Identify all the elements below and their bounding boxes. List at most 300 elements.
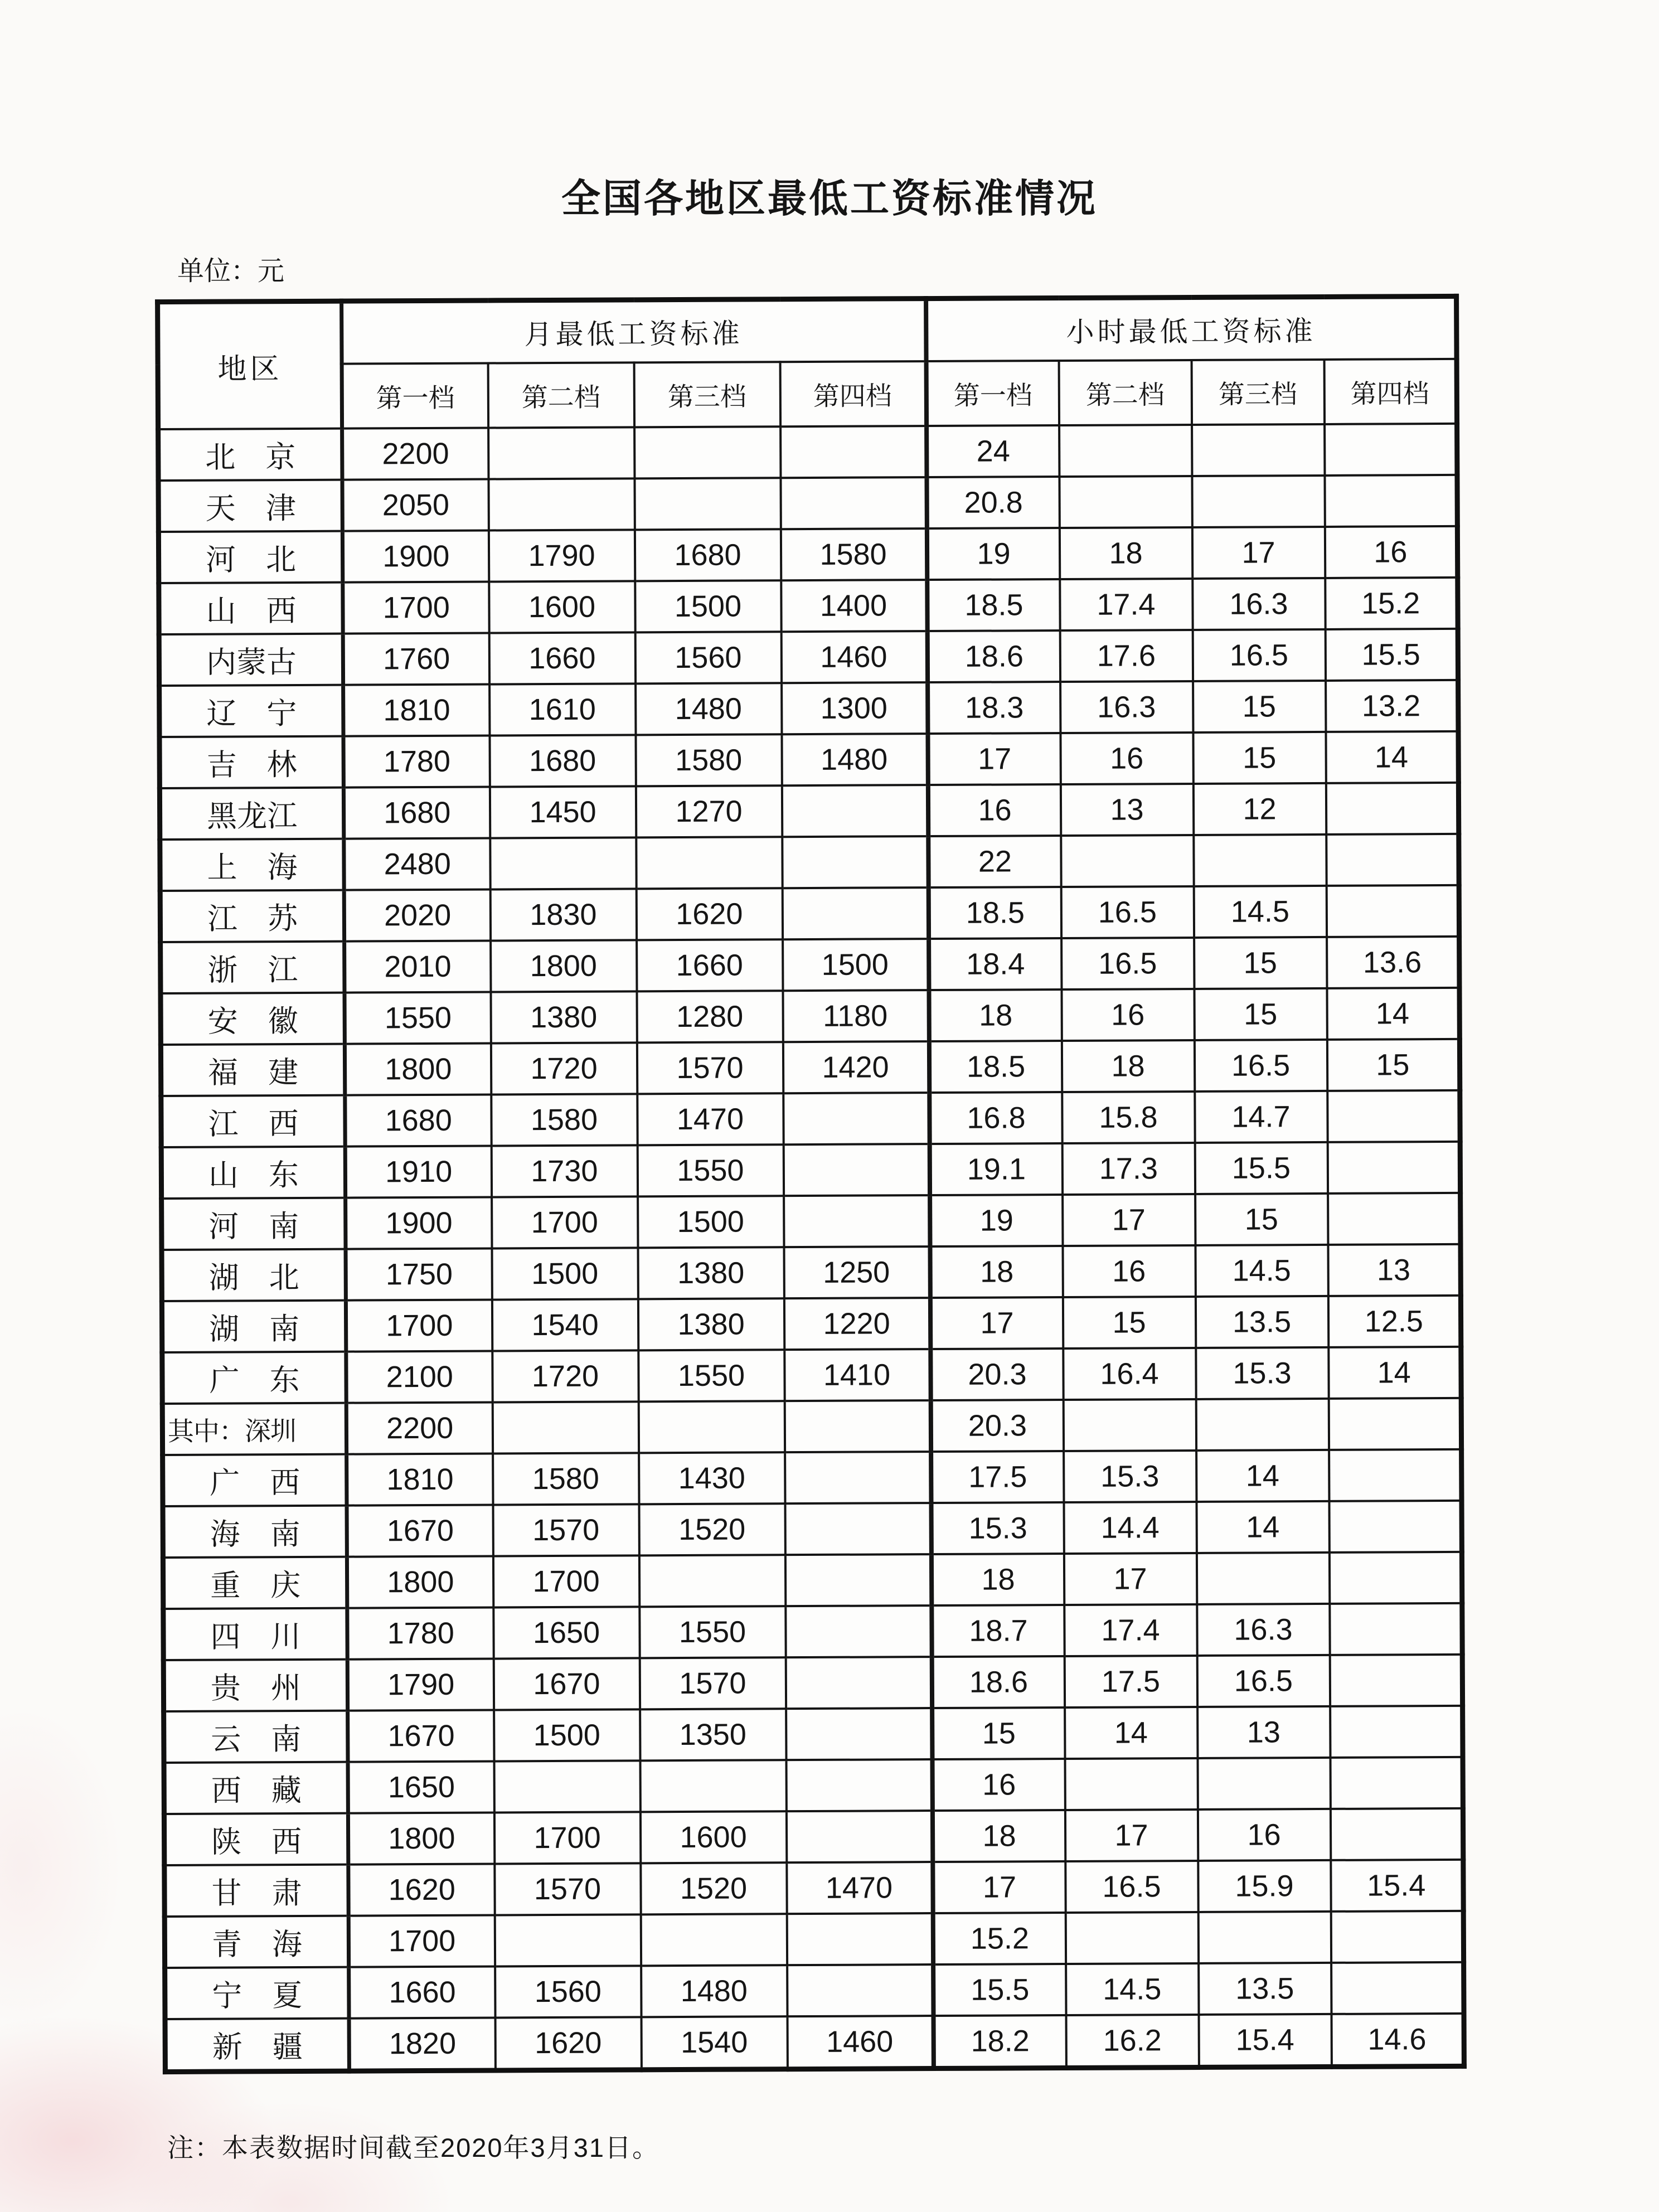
hourly-tier3-cell xyxy=(1192,476,1325,527)
table-row xyxy=(160,834,1459,891)
region-name: 广 西 xyxy=(210,1466,300,1500)
hourly-tier3-cell: 14.7 xyxy=(1195,1091,1327,1143)
region-cell xyxy=(161,1095,345,1147)
region-name: 江 苏 xyxy=(207,901,298,936)
monthly-tier2-cell: 1670 xyxy=(493,1658,639,1710)
monthly-tier1-cell: 1760 xyxy=(343,633,489,685)
hourly-tier2-cell: 16 xyxy=(1060,733,1193,784)
region-name: 山 西 xyxy=(206,594,297,628)
region-cell xyxy=(159,583,343,634)
header-tier-hourly-1: 第一档 xyxy=(926,361,1059,426)
hourly-tier1-cell: 18.6 xyxy=(927,630,1060,682)
monthly-tier2-cell: 1380 xyxy=(491,991,637,1043)
hourly-tier4-cell xyxy=(1326,834,1459,886)
monthly-tier4-cell: 1500 xyxy=(783,939,929,991)
monthly-tier2-cell: 1500 xyxy=(494,1709,640,1761)
monthly-tier1-cell: 1650 xyxy=(348,1761,494,1813)
hourly-tier3-cell: 16.3 xyxy=(1192,578,1325,630)
region-cell xyxy=(163,1454,347,1506)
hourly-tier3-cell: 15 xyxy=(1193,681,1326,733)
hourly-tier2-cell: 15.8 xyxy=(1062,1092,1195,1143)
region-cell xyxy=(164,1813,348,1865)
table-row xyxy=(159,783,1458,840)
region-cell xyxy=(162,1301,346,1352)
table-row xyxy=(159,680,1458,737)
monthly-tier3-cell: 1520 xyxy=(641,1862,787,1914)
region-cell xyxy=(165,2019,349,2072)
hourly-tier4-cell xyxy=(1326,783,1458,835)
region-name: 天 津 xyxy=(205,491,296,526)
hourly-tier2-cell: 16.4 xyxy=(1063,1348,1196,1400)
region-name: 福 建 xyxy=(207,1055,299,1090)
hourly-tier1-cell: 16 xyxy=(932,1759,1065,1811)
hourly-tier4-cell xyxy=(1330,1655,1462,1706)
monthly-tier2-cell: 1580 xyxy=(491,1094,637,1146)
hourly-tier3-cell: 16.5 xyxy=(1197,1655,1330,1707)
monthly-tier3-cell xyxy=(634,426,780,478)
table-row xyxy=(161,1090,1460,1147)
monthly-tier4-cell xyxy=(785,1554,931,1606)
hourly-tier2-cell: 17.5 xyxy=(1064,1656,1197,1707)
table-row xyxy=(164,1808,1463,1865)
monthly-tier4-cell xyxy=(785,1657,932,1709)
hourly-tier1-cell: 19 xyxy=(930,1195,1063,1246)
table-row xyxy=(161,937,1459,993)
table-row xyxy=(163,1501,1462,1558)
hourly-tier4-cell: 14 xyxy=(1326,731,1458,783)
hourly-tier2-cell: 14.5 xyxy=(1066,1963,1199,2015)
hourly-tier3-cell: 15.5 xyxy=(1195,1142,1327,1194)
monthly-tier4-cell xyxy=(785,1503,931,1555)
hourly-tier4-cell xyxy=(1326,885,1459,937)
table-row xyxy=(162,1193,1461,1250)
hourly-tier3-cell: 16.5 xyxy=(1192,629,1325,681)
hourly-tier1-cell: 18 xyxy=(932,1810,1065,1862)
monthly-tier4-cell xyxy=(780,426,926,478)
hourly-tier4-cell xyxy=(1330,1706,1463,1758)
region-cell xyxy=(158,429,342,481)
hourly-tier4-cell: 16 xyxy=(1325,526,1457,578)
table-row xyxy=(161,988,1459,1045)
hourly-tier3-cell: 15 xyxy=(1194,988,1327,1040)
monthly-tier2-cell: 1720 xyxy=(491,1042,637,1094)
monthly-tier4-cell xyxy=(786,1708,932,1760)
table-row xyxy=(161,1039,1459,1096)
hourly-tier2-cell xyxy=(1065,1758,1197,1810)
monthly-tier2-cell: 1800 xyxy=(491,940,637,992)
hourly-tier3-cell: 14.5 xyxy=(1194,886,1326,938)
monthly-tier1-cell: 1670 xyxy=(348,1710,494,1762)
monthly-tier1-cell: 2200 xyxy=(342,428,488,479)
monthly-tier2-cell: 1600 xyxy=(489,581,635,633)
monthly-tier2-cell: 1570 xyxy=(493,1504,639,1556)
monthly-tier3-cell: 1600 xyxy=(640,1811,786,1863)
table-row xyxy=(162,1398,1461,1455)
monthly-tier4-cell: 1470 xyxy=(787,1862,933,1914)
header-tier-hourly-3: 第三档 xyxy=(1191,360,1325,425)
region-name: 吉 林 xyxy=(206,748,297,782)
monthly-tier3-cell xyxy=(640,1760,786,1812)
monthly-tier2-cell: 1450 xyxy=(489,786,636,838)
monthly-tier2-cell: 1580 xyxy=(493,1453,639,1505)
hourly-tier1-cell: 15 xyxy=(932,1707,1065,1759)
monthly-tier3-cell xyxy=(638,1401,784,1453)
table-row xyxy=(162,1296,1461,1352)
table-row xyxy=(159,731,1458,788)
table-row xyxy=(164,1706,1463,1763)
header-tier-hourly-4: 第四档 xyxy=(1324,359,1457,424)
hourly-tier3-cell: 15.4 xyxy=(1199,2014,1331,2068)
monthly-tier1-cell: 1900 xyxy=(342,530,488,582)
table-row xyxy=(164,1757,1463,1814)
monthly-tier3-cell: 1570 xyxy=(639,1657,785,1709)
monthly-tier1-cell: 1750 xyxy=(346,1248,492,1300)
hourly-tier2-cell: 18 xyxy=(1059,527,1192,579)
hourly-tier1-cell: 18.5 xyxy=(929,1041,1061,1093)
monthly-tier4-cell xyxy=(787,1913,933,1965)
monthly-tier4-cell: 1420 xyxy=(783,1041,929,1093)
hourly-tier3-cell xyxy=(1194,835,1326,886)
region-cell xyxy=(159,685,343,737)
monthly-tier1-cell: 1810 xyxy=(347,1453,493,1505)
region-name: 山 东 xyxy=(208,1158,299,1192)
monthly-tier4-cell: 1460 xyxy=(787,2016,933,2069)
hourly-tier2-cell xyxy=(1061,835,1194,887)
region-name: 河 南 xyxy=(208,1209,299,1244)
hourly-tier1-cell: 18.4 xyxy=(929,938,1061,990)
hourly-tier3-cell: 16.5 xyxy=(1194,1040,1327,1092)
region-name: 河 北 xyxy=(205,542,297,577)
hourly-tier1-cell: 18.6 xyxy=(932,1656,1064,1708)
hourly-tier1-cell: 18.3 xyxy=(928,682,1060,734)
monthly-tier3-cell: 1550 xyxy=(638,1350,784,1401)
region-name: 江 西 xyxy=(208,1107,299,1141)
hourly-tier1-cell: 18.5 xyxy=(928,887,1061,939)
table-row xyxy=(160,885,1459,942)
hourly-tier1-cell: 24 xyxy=(926,425,1059,477)
monthly-tier4-cell xyxy=(785,1605,932,1657)
hourly-tier3-cell: 14.5 xyxy=(1195,1245,1328,1297)
region-name: 贵 州 xyxy=(210,1671,302,1705)
monthly-tier3-cell xyxy=(641,1914,787,1966)
hourly-tier1-cell: 15.2 xyxy=(933,1913,1065,1964)
hourly-tier1-cell: 16 xyxy=(928,784,1060,836)
hourly-tier4-cell: 15.2 xyxy=(1325,578,1458,629)
hourly-tier4-cell xyxy=(1331,1911,1463,1963)
hourly-tier2-cell: 14 xyxy=(1065,1707,1197,1759)
table-row xyxy=(159,629,1458,686)
monthly-tier1-cell: 1700 xyxy=(343,581,489,633)
monthly-tier4-cell xyxy=(784,1400,930,1452)
table-row xyxy=(163,1655,1462,1711)
monthly-tier1-cell: 1550 xyxy=(345,992,491,1044)
table-row xyxy=(158,424,1457,481)
region-cell xyxy=(164,1865,348,1917)
hourly-tier3-cell xyxy=(1197,1758,1330,1810)
monthly-tier2-cell: 1500 xyxy=(492,1248,638,1299)
hourly-tier2-cell: 17 xyxy=(1065,1810,1197,1861)
hourly-tier3-cell: 15.3 xyxy=(1196,1347,1328,1399)
hourly-tier3-cell: 15 xyxy=(1194,937,1327,989)
footnote: 注：本表数据时间截至2020年3月31日。 xyxy=(167,2133,659,2162)
hourly-tier4-cell: 15.4 xyxy=(1331,1860,1463,1912)
hourly-tier2-cell: 16 xyxy=(1061,989,1194,1041)
hourly-tier2-cell: 17.4 xyxy=(1064,1604,1197,1656)
region-cell xyxy=(161,1044,345,1096)
region-name: 内蒙古 xyxy=(206,645,297,680)
hourly-tier3-cell: 14 xyxy=(1196,1450,1329,1502)
hourly-tier2-cell: 15 xyxy=(1063,1297,1195,1348)
monthly-tier1-cell: 1660 xyxy=(349,1966,495,2018)
hourly-tier1-cell: 18 xyxy=(930,1246,1063,1298)
monthly-tier4-cell xyxy=(786,1759,932,1811)
region-name: 北 京 xyxy=(205,440,296,474)
hourly-tier3-cell: 17 xyxy=(1192,527,1325,579)
monthly-tier1-cell: 1810 xyxy=(343,684,489,736)
hourly-tier2-cell: 15.3 xyxy=(1064,1451,1196,1502)
region-cell xyxy=(160,839,344,891)
monthly-tier3-cell xyxy=(639,1555,785,1607)
hourly-tier4-cell xyxy=(1325,424,1457,476)
region-name: 湖 北 xyxy=(208,1260,299,1295)
header-tier-monthly-1: 第一档 xyxy=(342,363,488,428)
hourly-tier1-cell: 18 xyxy=(929,989,1061,1041)
region-name: 其中：深圳 xyxy=(167,1415,297,1446)
hourly-tier2-cell: 17 xyxy=(1063,1194,1195,1246)
region-name: 云 南 xyxy=(211,1722,302,1757)
hourly-tier1-cell: 17 xyxy=(933,1861,1065,1913)
header-tier-monthly-3: 第三档 xyxy=(634,362,780,427)
hourly-tier2-cell: 16.3 xyxy=(1060,681,1193,733)
monthly-tier2-cell: 1700 xyxy=(494,1812,640,1864)
monthly-tier2-cell: 1540 xyxy=(492,1299,638,1351)
monthly-tier3-cell: 1500 xyxy=(635,580,781,632)
unit-label: 单位：元 xyxy=(177,256,285,286)
hourly-tier1-cell: 16.8 xyxy=(929,1092,1062,1144)
table-row xyxy=(159,578,1458,634)
monthly-tier3-cell: 1470 xyxy=(637,1093,783,1145)
monthly-tier1-cell: 1820 xyxy=(349,2017,495,2071)
hourly-tier3-cell: 16.3 xyxy=(1197,1604,1330,1656)
hourly-tier2-cell: 17.6 xyxy=(1060,630,1192,682)
region-cell xyxy=(163,1660,347,1711)
monthly-tier2-cell xyxy=(492,1401,638,1453)
monthly-tier4-cell xyxy=(782,836,928,888)
monthly-tier4-cell: 1460 xyxy=(781,631,927,683)
region-cell xyxy=(158,531,342,583)
monthly-tier4-cell xyxy=(782,887,928,939)
region-name: 西 藏 xyxy=(211,1773,302,1808)
region-name: 浙 江 xyxy=(207,953,298,987)
table-row xyxy=(162,1244,1461,1301)
monthly-tier3-cell: 1480 xyxy=(641,1965,787,2017)
region-name: 陕 西 xyxy=(211,1825,302,1859)
region-cell xyxy=(165,1967,349,2019)
region-name: 青 海 xyxy=(211,1927,303,1962)
hourly-tier4-cell xyxy=(1327,1142,1460,1194)
hourly-tier4-cell xyxy=(1328,1398,1461,1450)
hourly-tier4-cell xyxy=(1330,1757,1463,1809)
table-row xyxy=(164,1860,1463,1917)
monthly-tier4-cell xyxy=(784,1195,930,1247)
hourly-tier3-cell xyxy=(1196,1553,1329,1604)
hourly-tier2-cell: 17.4 xyxy=(1060,579,1192,630)
hourly-tier4-cell: 14.6 xyxy=(1331,2014,1464,2067)
hourly-tier2-cell: 16 xyxy=(1063,1245,1195,1297)
monthly-tier2-cell: 1620 xyxy=(495,2017,641,2070)
region-name: 黑龙江 xyxy=(206,799,298,833)
hourly-tier3-cell: 16 xyxy=(1197,1809,1330,1861)
table-row xyxy=(165,1962,1464,2019)
monthly-tier1-cell: 1800 xyxy=(345,1043,491,1095)
table-row xyxy=(164,1911,1463,1968)
region-name: 上 海 xyxy=(207,850,298,885)
region-cell xyxy=(162,1198,346,1250)
monthly-tier1-cell: 2010 xyxy=(345,940,491,992)
hourly-tier3-cell xyxy=(1196,1399,1328,1451)
table-row xyxy=(161,1142,1460,1199)
monthly-tier2-cell: 1790 xyxy=(488,530,634,581)
monthly-tier2-cell: 1700 xyxy=(492,1196,638,1248)
monthly-tier1-cell: 2480 xyxy=(344,838,490,890)
monthly-tier3-cell: 1680 xyxy=(634,529,780,581)
hourly-tier3-cell: 14 xyxy=(1196,1501,1329,1553)
header-region: 地区 xyxy=(158,301,342,429)
hourly-tier1-cell: 17.5 xyxy=(931,1451,1064,1503)
hourly-tier4-cell: 14 xyxy=(1328,1347,1461,1399)
hourly-tier2-cell xyxy=(1059,476,1192,528)
hourly-tier4-cell xyxy=(1329,1552,1462,1604)
table-row xyxy=(162,1347,1461,1404)
hourly-tier3-cell: 13 xyxy=(1197,1706,1330,1758)
monthly-tier3-cell xyxy=(634,478,780,530)
monthly-tier2-cell: 1720 xyxy=(492,1350,638,1402)
region-name: 宁 夏 xyxy=(212,1978,303,2013)
monthly-tier2-cell: 1560 xyxy=(495,1966,641,2017)
hourly-tier1-cell: 20.3 xyxy=(930,1348,1063,1400)
hourly-tier4-cell: 15.5 xyxy=(1325,629,1458,681)
hourly-tier2-cell: 14.4 xyxy=(1064,1502,1196,1554)
hourly-tier4-cell xyxy=(1325,475,1457,527)
monthly-tier1-cell: 1780 xyxy=(347,1607,493,1659)
monthly-tier4-cell xyxy=(782,785,928,837)
table-row xyxy=(163,1449,1462,1506)
monthly-tier4-cell: 1480 xyxy=(782,734,928,785)
monthly-tier3-cell: 1580 xyxy=(636,734,782,786)
monthly-tier1-cell: 1790 xyxy=(347,1658,493,1710)
table-row xyxy=(165,2014,1464,2072)
header-monthly-group: 月最低工资标准 xyxy=(342,299,926,364)
header-hourly-group: 小时最低工资标准 xyxy=(926,296,1457,361)
monthly-tier1-cell: 1700 xyxy=(348,1915,494,1967)
region-name: 安 徽 xyxy=(207,1004,298,1039)
hourly-tier3-cell xyxy=(1192,424,1325,476)
hourly-tier2-cell xyxy=(1059,425,1192,477)
monthly-tier3-cell: 1540 xyxy=(641,2016,787,2070)
monthly-tier1-cell: 1800 xyxy=(347,1556,493,1608)
monthly-tier2-cell: 1700 xyxy=(493,1555,639,1607)
monthly-tier4-cell xyxy=(783,1144,929,1196)
monthly-tier3-cell: 1480 xyxy=(636,683,782,735)
region-cell xyxy=(160,890,344,942)
hourly-tier4-cell xyxy=(1327,1090,1460,1142)
hourly-tier3-cell: 15 xyxy=(1195,1194,1328,1245)
monthly-tier3-cell: 1500 xyxy=(638,1196,784,1248)
hourly-tier2-cell xyxy=(1065,1912,1198,1964)
monthly-tier4-cell xyxy=(787,1964,933,2016)
hourly-tier1-cell: 22 xyxy=(928,836,1061,887)
hourly-tier1-cell: 19 xyxy=(926,528,1059,580)
monthly-tier4-cell: 1300 xyxy=(782,682,928,734)
monthly-tier4-cell: 1410 xyxy=(784,1349,930,1401)
hourly-tier3-cell xyxy=(1198,1912,1331,1963)
monthly-tier1-cell: 1680 xyxy=(345,1094,491,1146)
monthly-tier2-cell: 1660 xyxy=(489,632,635,684)
monthly-tier3-cell: 1350 xyxy=(640,1709,786,1760)
monthly-tier1-cell: 1780 xyxy=(343,735,489,787)
hourly-tier1-cell: 20.3 xyxy=(930,1400,1063,1452)
monthly-tier2-cell: 1830 xyxy=(490,889,636,940)
monthly-tier3-cell: 1520 xyxy=(639,1503,785,1555)
monthly-tier2-cell xyxy=(494,1760,640,1812)
hourly-tier4-cell xyxy=(1331,1962,1464,2014)
header-tier-monthly-2: 第二档 xyxy=(488,362,634,428)
hourly-tier2-cell: 18 xyxy=(1061,1040,1194,1092)
monthly-tier3-cell: 1270 xyxy=(636,785,782,837)
monthly-tier2-cell: 1730 xyxy=(491,1145,637,1197)
monthly-tier2-cell xyxy=(488,478,634,530)
region-cell xyxy=(159,634,343,686)
hourly-tier2-cell: 16.5 xyxy=(1065,1861,1198,1913)
region-cell xyxy=(159,788,343,840)
wage-table xyxy=(155,294,1467,2074)
region-cell xyxy=(164,1762,348,1814)
monthly-tier1-cell: 1670 xyxy=(347,1505,493,1556)
table-row xyxy=(163,1552,1462,1609)
monthly-tier2-cell xyxy=(494,1914,641,1966)
region-name: 甘 肃 xyxy=(211,1876,302,1910)
hourly-tier4-cell: 15 xyxy=(1327,1039,1459,1091)
monthly-tier2-cell: 1680 xyxy=(489,735,636,787)
hourly-tier4-cell: 14 xyxy=(1327,988,1459,1040)
hourly-tier3-cell: 12 xyxy=(1193,783,1326,835)
hourly-tier4-cell: 12.5 xyxy=(1328,1296,1461,1347)
region-cell xyxy=(159,736,343,788)
monthly-tier1-cell: 1620 xyxy=(348,1864,494,1915)
hourly-tier4-cell xyxy=(1329,1449,1462,1501)
region-name: 辽 宁 xyxy=(206,696,297,731)
monthly-tier2-cell: 1610 xyxy=(489,683,636,735)
region-cell xyxy=(164,1711,348,1763)
region-cell xyxy=(162,1352,346,1404)
monthly-tier1-cell: 1700 xyxy=(346,1299,492,1351)
region-cell xyxy=(161,1147,345,1199)
monthly-tier2-cell xyxy=(490,837,636,889)
region-cell xyxy=(158,480,342,532)
region-name: 湖 南 xyxy=(208,1312,300,1346)
monthly-tier4-cell xyxy=(785,1452,931,1503)
hourly-tier1-cell: 18.7 xyxy=(932,1605,1064,1657)
monthly-tier1-cell: 1680 xyxy=(343,787,489,838)
hourly-tier4-cell xyxy=(1329,1501,1462,1553)
region-cell xyxy=(161,942,345,993)
monthly-tier3-cell: 1620 xyxy=(636,888,782,940)
header-tier-monthly-4: 第四档 xyxy=(780,361,926,426)
page-title: 全国各地区最低工资标准情况 xyxy=(561,177,1098,220)
monthly-tier3-cell xyxy=(636,837,782,889)
region-cell xyxy=(163,1608,347,1660)
monthly-tier1-cell: 2020 xyxy=(344,889,490,941)
